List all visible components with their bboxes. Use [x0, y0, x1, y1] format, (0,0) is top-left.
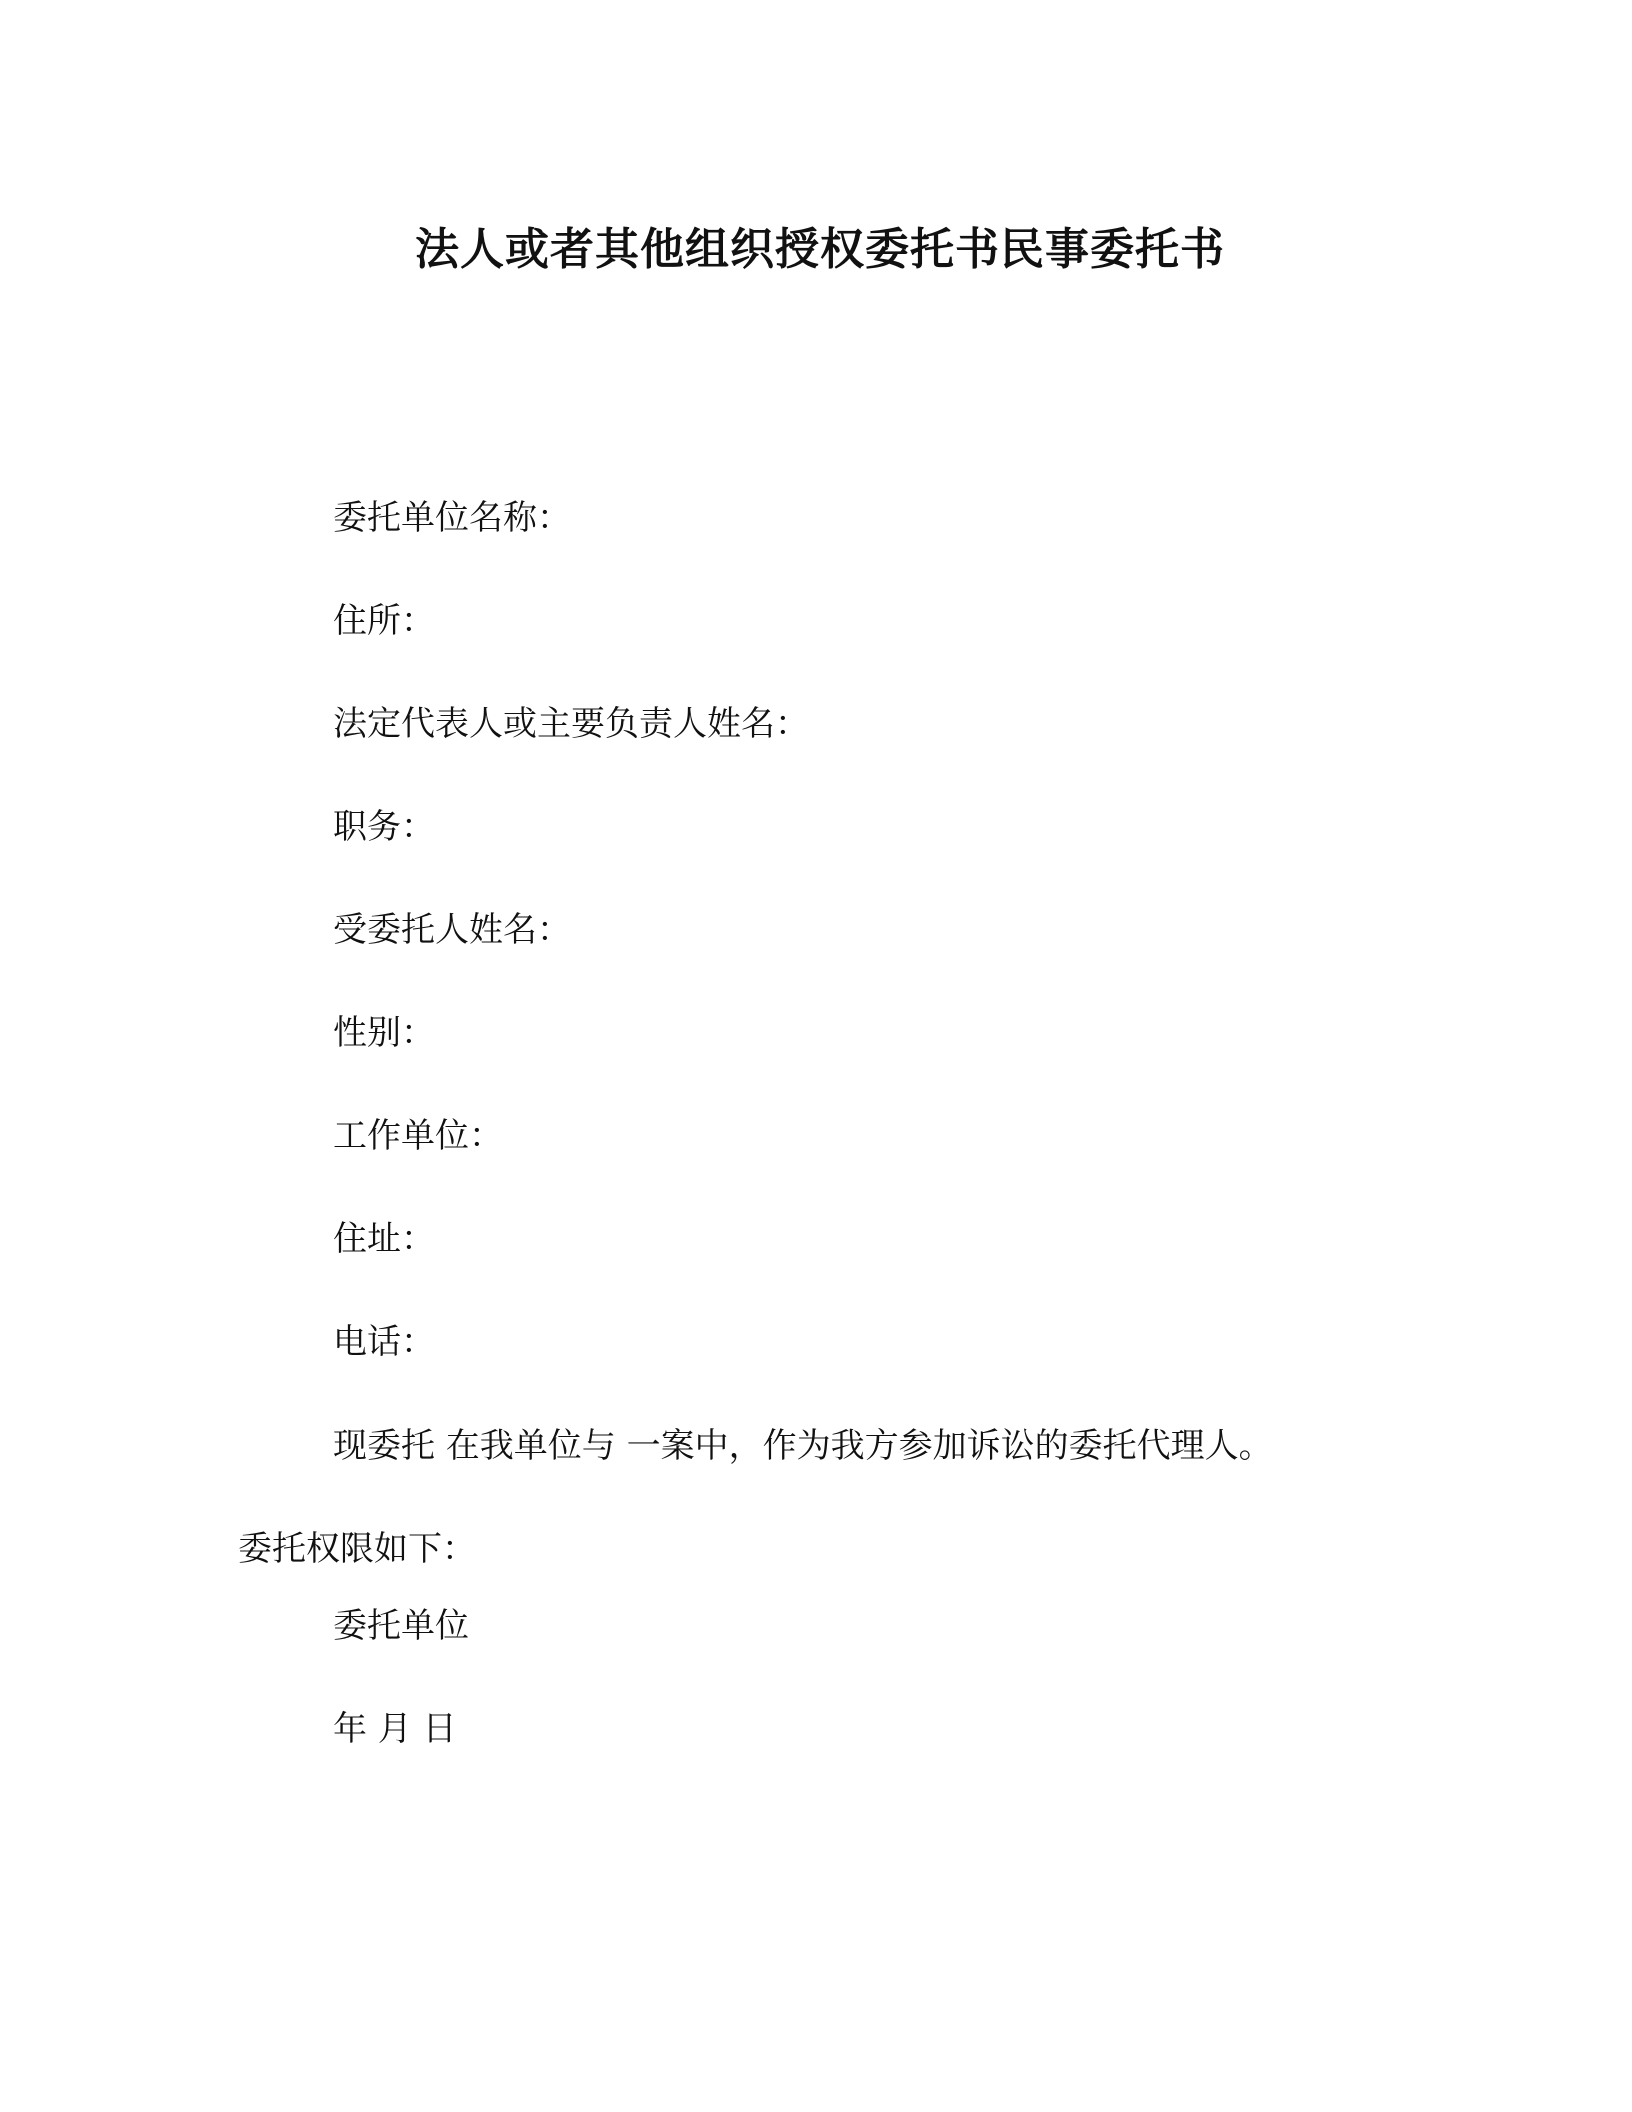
entrustment-line-1: 现委托 在我单位与 一案中，作为我方参加诉讼的委托代理人。	[333, 1426, 1273, 1466]
field-entrusted-person-name: 受委托人姓名：	[333, 910, 571, 950]
field-work-unit: 工作单位：	[333, 1116, 503, 1156]
signature-unit: 委托单位	[333, 1606, 469, 1646]
field-phone: 电话：	[333, 1322, 435, 1362]
document-title: 法人或者其他组织授权委托书民事委托书	[415, 224, 1225, 275]
entrustment-line-2: 委托权限如下：	[238, 1529, 476, 1569]
field-position: 职务：	[333, 807, 435, 847]
field-gender: 性别：	[333, 1013, 435, 1053]
field-entrusting-unit-name: 委托单位名称：	[333, 498, 571, 538]
entrustment-paragraph	[238, 1424, 1398, 1571]
field-address: 住址：	[333, 1219, 435, 1259]
field-legal-representative-name: 法定代表人或主要负责人姓名：	[333, 704, 809, 744]
signature-date: 年 月 日	[333, 1709, 457, 1749]
field-domicile: 住所：	[333, 601, 435, 641]
